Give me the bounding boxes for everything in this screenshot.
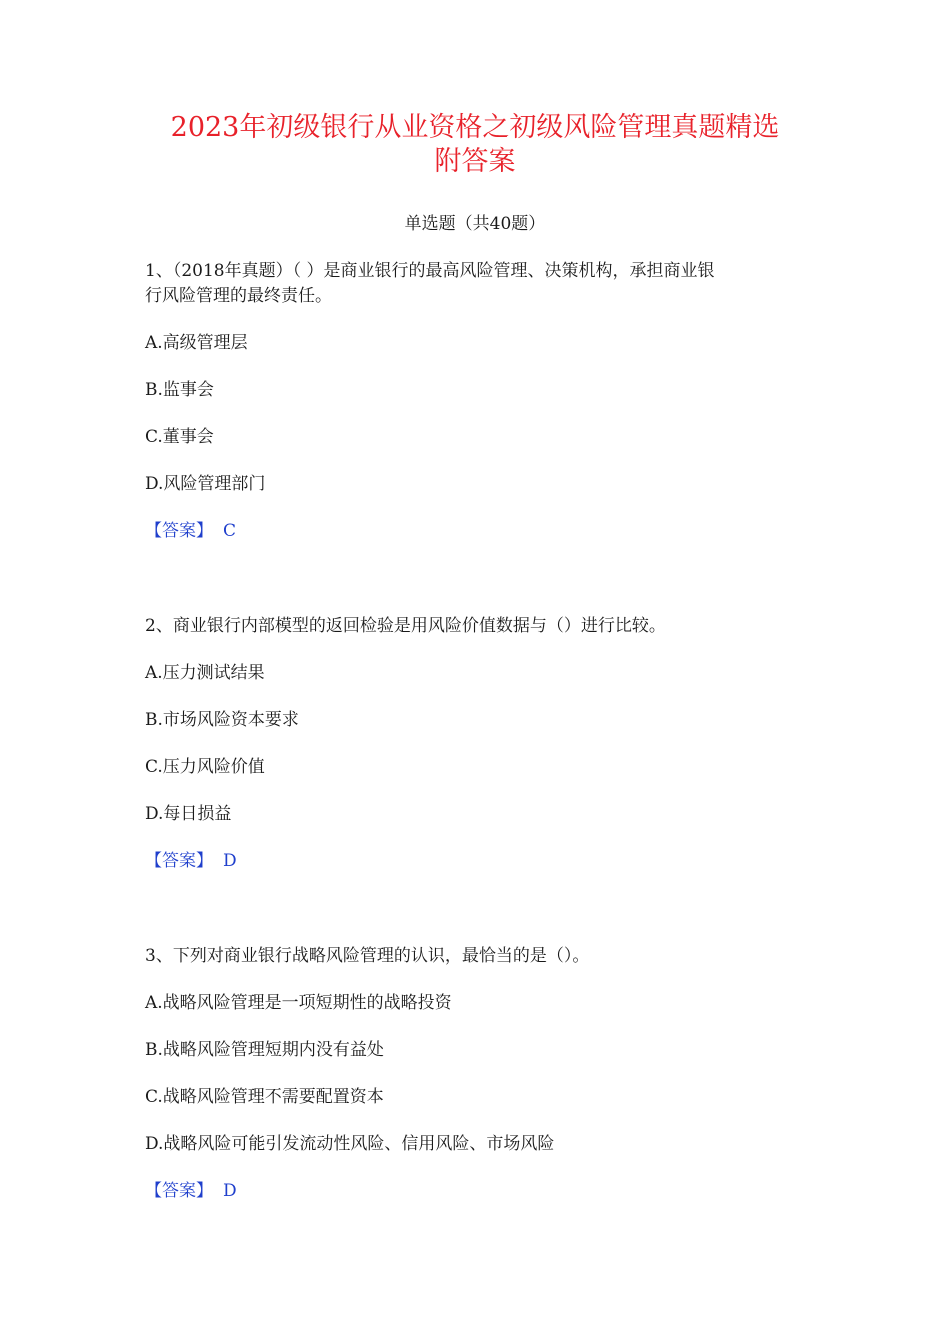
document-title-line-2: 附答案 — [434, 146, 516, 177]
question-3-answer — [145, 1179, 237, 1203]
question-1-option-c: C.董事会 — [145, 427, 214, 447]
question-3-option-c: C.战略风险管理不需要配置资本 — [145, 1087, 384, 1107]
question-1-option-a: A.高级管理层 — [145, 333, 248, 353]
question-3-option-d: D.战略风险可能引发流动性风险、信用风险、市场风险 — [145, 1134, 555, 1154]
question-2-option-d: D.每日损益 — [145, 804, 232, 824]
answer-label: 【答案】 — [145, 851, 213, 871]
question-1-text-line-1: 1、（2018年真题）（ ）是商业银行的最高风险管理、决策机构，承担商业银 — [145, 261, 715, 281]
answer-label: 【答案】 — [145, 521, 213, 541]
question-1-option-b: B.监事会 — [145, 380, 214, 400]
question-2-option-c: C.压力风险价值 — [145, 757, 265, 777]
question-3-text-line-1: 3、下列对商业银行战略风险管理的认识，最恰当的是（）。 — [145, 946, 590, 966]
document-title-line-1: 2023年初级银行从业资格之初级风险管理真题精选 — [170, 112, 780, 143]
question-1-answer — [145, 519, 236, 543]
question-2-text-line-1: 2、商业银行内部模型的返回检验是用风险价值数据与（）进行比较。 — [145, 616, 666, 636]
question-2-answer — [145, 849, 237, 873]
answer-key: D — [223, 851, 237, 871]
section-heading: 单选题（共40题） — [404, 214, 546, 234]
question-2-option-b: B.市场风险资本要求 — [145, 710, 299, 730]
question-3-option-b: B.战略风险管理短期内没有益处 — [145, 1040, 384, 1060]
answer-key: D — [223, 1181, 237, 1201]
question-1-option-d: D.风险管理部门 — [145, 474, 266, 494]
question-3-option-a: A.战略风险管理是一项短期性的战略投资 — [145, 993, 452, 1013]
question-2-option-a: A.压力测试结果 — [145, 663, 265, 683]
answer-key: C — [223, 521, 237, 541]
answer-label: 【答案】 — [145, 1181, 213, 1201]
question-1-text-line-2: 行风险管理的最终责任。 — [145, 286, 332, 306]
